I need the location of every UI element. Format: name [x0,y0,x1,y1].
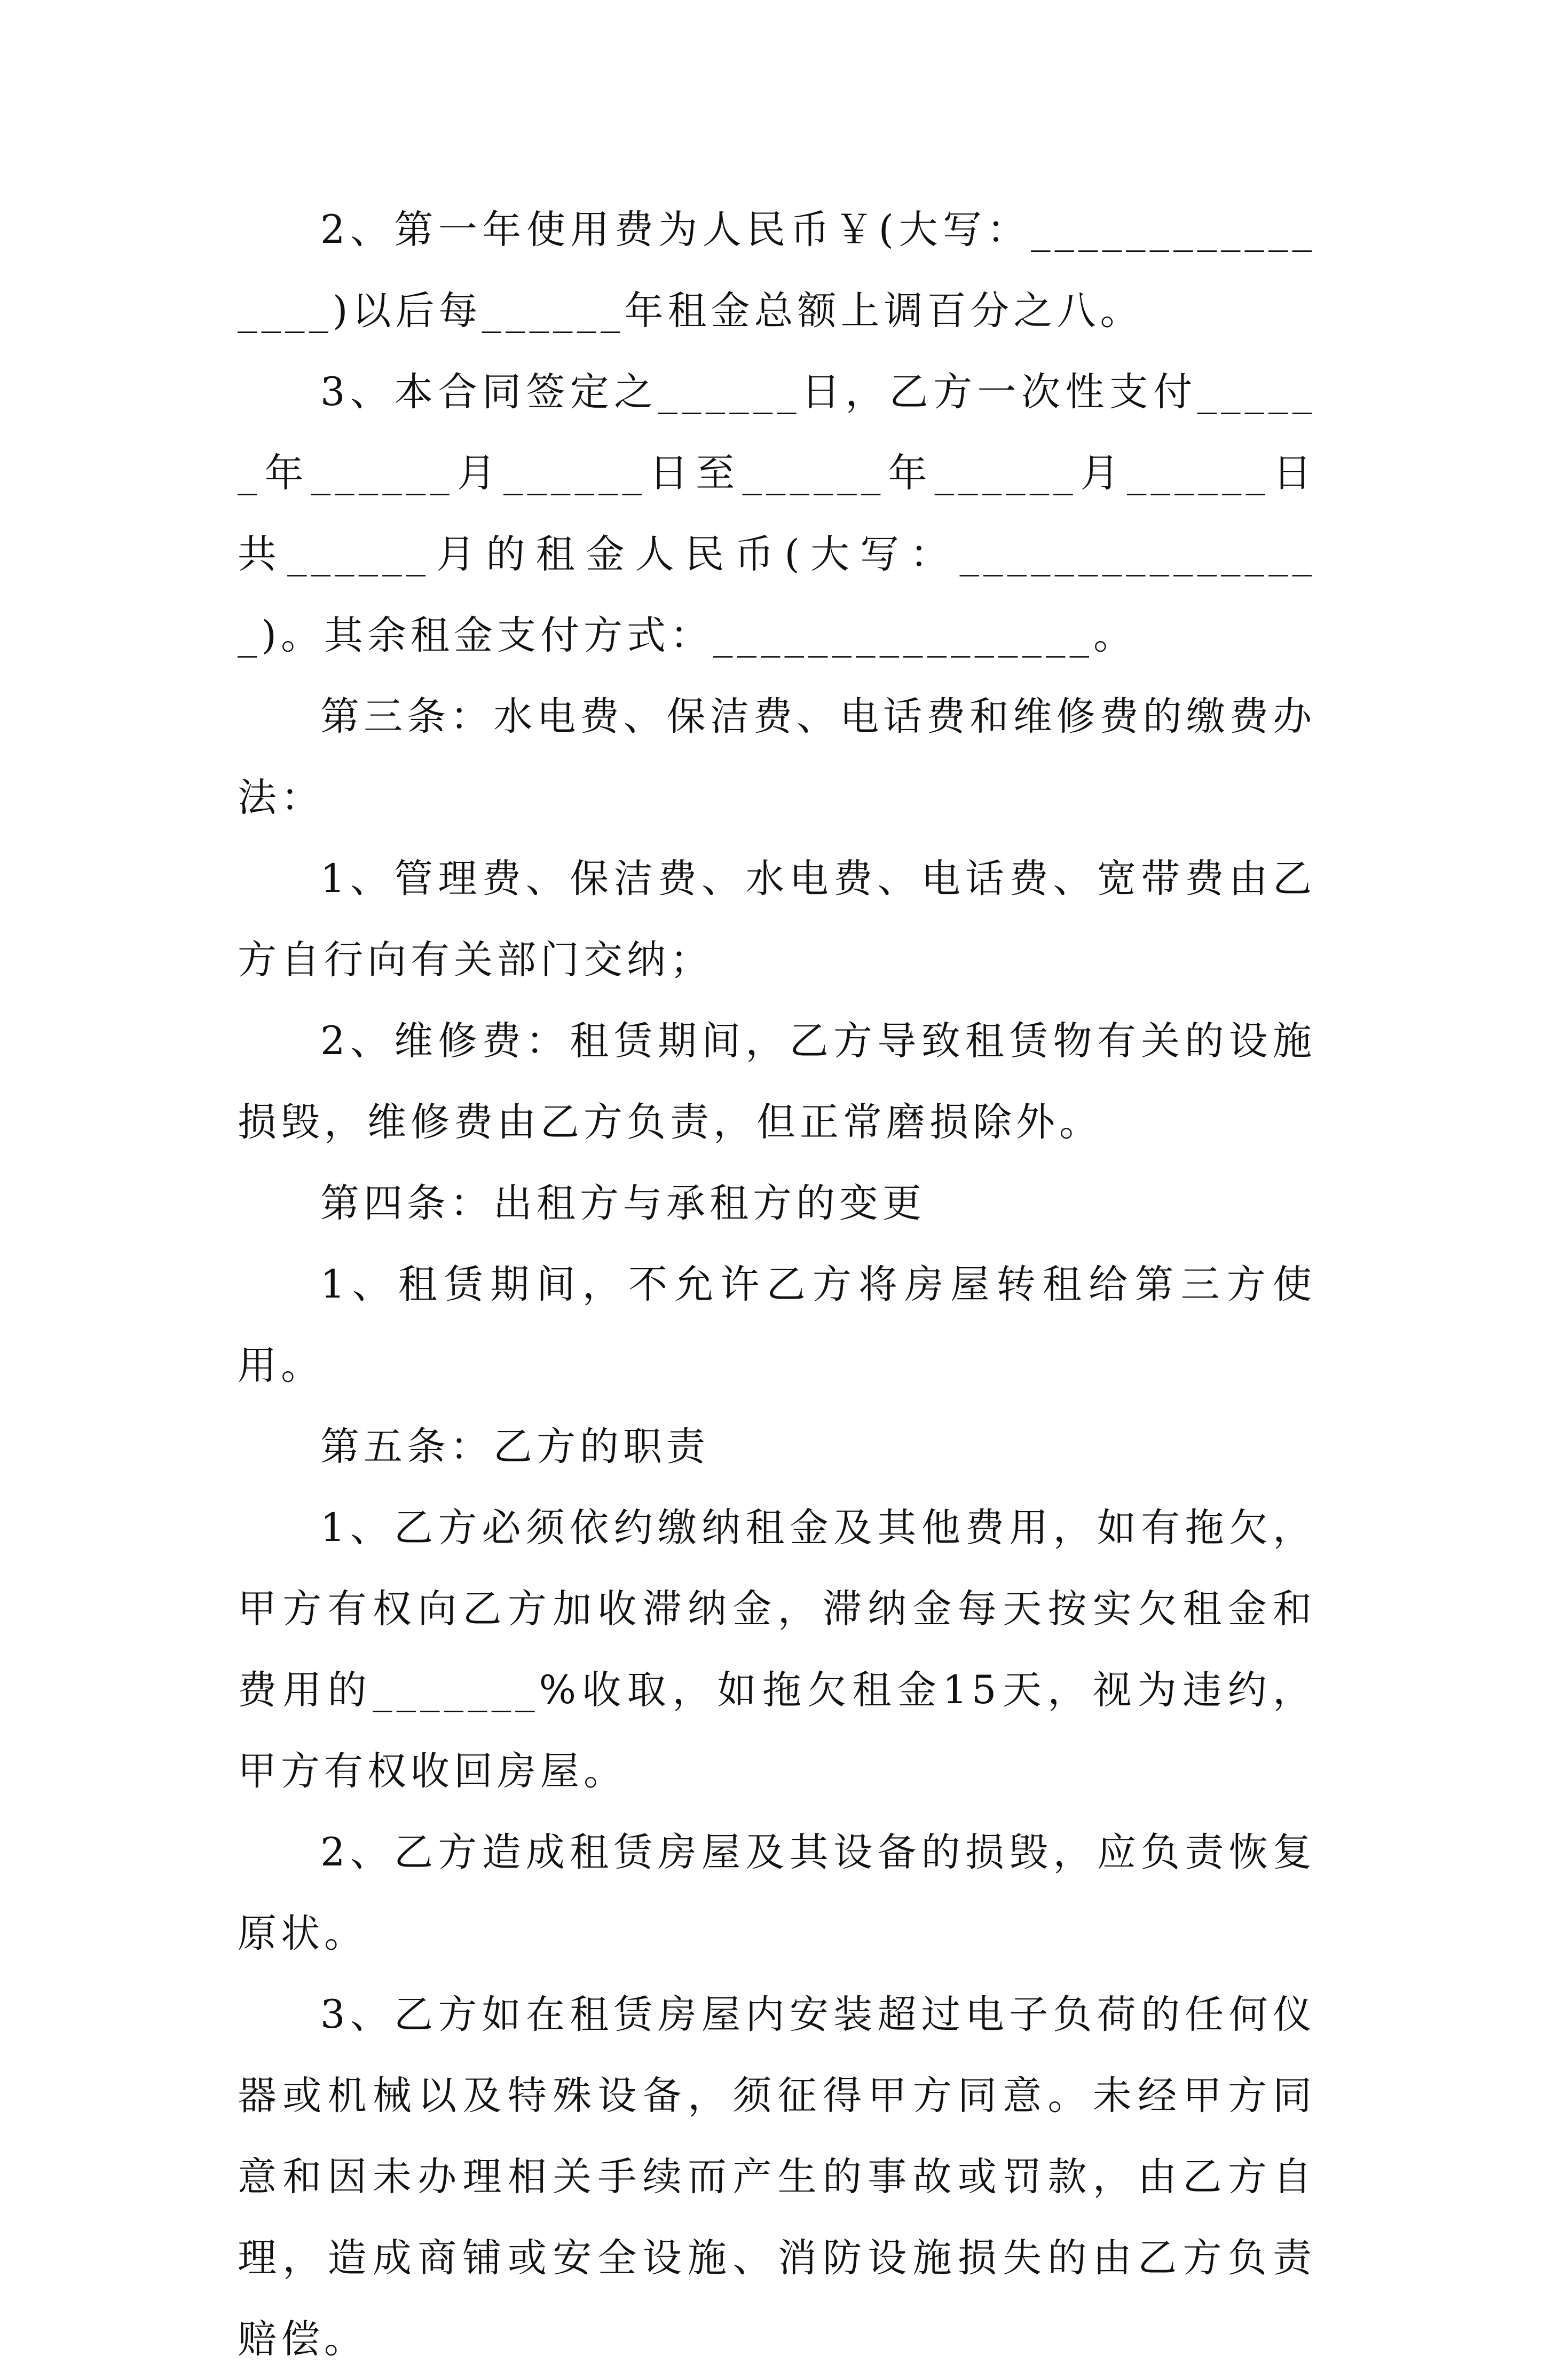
paragraph-maintenance: 2、维修费：租赁期间，乙方导致租赁物有关的设施损毁，维修费由乙方负责，但正常磨损除外。 [238,1018,1316,1145]
heading-article-four: 第四条：出租方与承租方的变更 [320,1181,926,1226]
paragraph-equipment: 3、乙方如在租赁房屋内安装超过电子负荷的任何仪器或机械以及特殊设备，须征得甲方同意。未经甲方同意和因未办理相关手续而产生的事故或罚款，由乙方自理，造成商铺或安全设施、消防设施损失的由乙方负责赔偿。 [238,1992,1316,2362]
paragraph-damage: 2、乙方造成租赁房屋及其设备的损毁，应负责恢复原状。 [238,1830,1316,1956]
paragraph-utilities: 1、管理费、保洁费、水电费、电话费、宽带费由乙方自行向有关部门交纳； [238,856,1316,983]
heading-article-three: 第三条：水电费、保洁费、电话费和维修费的缴费办法： [238,694,1316,820]
paragraph-late-fee: 1、乙方必须依约缴纳租金及其他费用，如有拖欠，甲方有权向乙方加收滞纳金，滞纳金每天按实欠租金和费用的_______%收取，如拖欠租金15天，视为违约，甲方有权收回房屋。 [238,1505,1316,1794]
paragraph-first-year-fee: 2、第一年使用费为人民币￥(大写：________________)以后每______年租金总额上调百分之八。 [238,207,1316,334]
document-body [238,189,1316,2380]
heading-article-five: 第五条：乙方的职责 [320,1424,710,1469]
paragraph-payment-method: 3、本合同签定之______日，乙方一次性支付______年______月______日至______年______月______日共______月的租金人民币(大写：________________)。其余租金支付方式：________________。 [238,369,1316,658]
paragraph-sublease: 1、租赁期间，不允许乙方将房屋转租给第三方使用。 [238,1262,1316,1388]
